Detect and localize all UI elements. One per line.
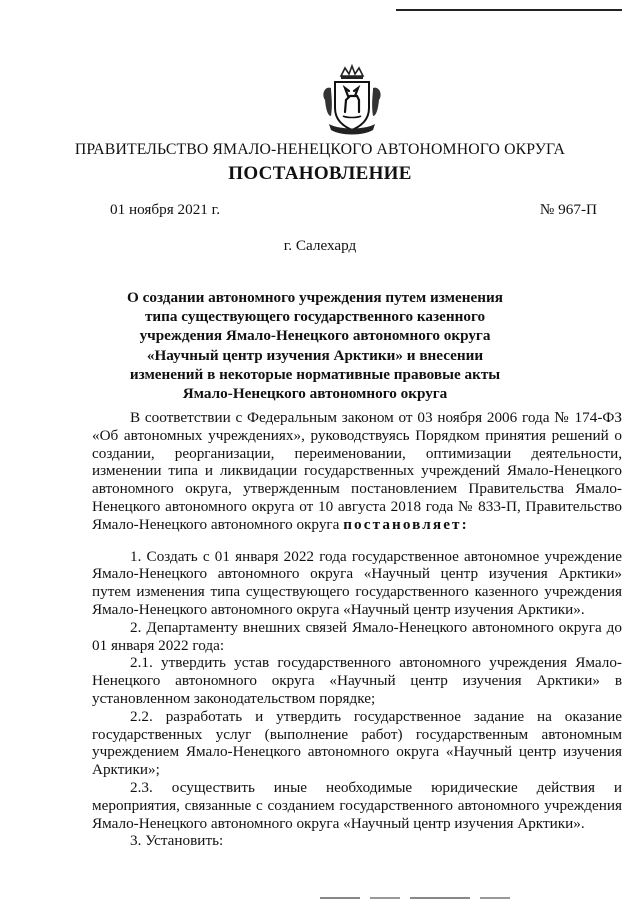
preamble-paragraph xyxy=(92,409,622,534)
document-subject: О создании автономного учреждения путем изменения типа существующего государственного казенного учреждения Ямало-Ненецкого автономного округа «Научный центр изучения Арктики» и внесении изменений в некоторые нормативные правовые акты Ямало-Ненецкого автономного округа xyxy=(127,289,503,403)
list-item: 2.2. разработать и утвердить государственное задание на оказание государственных услуг (выполнение работ) государственным автономным учреждением Ямало-Ненецкого автономного округа «Научный центр изучения Арктики»; xyxy=(92,707,622,779)
document-number: № 967-П xyxy=(539,201,597,218)
coat-of-arms-icon xyxy=(319,64,385,138)
list-item: 3. Установить: xyxy=(130,832,224,850)
list-item: 1. Создать с 01 января 2022 года государственное автономное учреждение Ямало-Ненецкого автономного округа «Научный центр изучения Арктики» путем изменения типа существующего государственного казенного учреждения Ямало-Ненецкого автономного округа «Научный центр изучения Арктики». xyxy=(92,547,622,618)
document-city: г. Салехард xyxy=(283,237,357,254)
scan-artifact-marks xyxy=(320,896,520,900)
top-rule xyxy=(396,9,622,11)
document-body xyxy=(92,409,622,850)
decree-word: постановляет: xyxy=(343,515,469,533)
list-item: 2. Департаменту внешних связей Ямало-Ненецкого автономного округа до 01 января 2022 года: xyxy=(92,618,622,654)
document-header xyxy=(0,141,640,185)
document-date: 01 ноября 2021 г. xyxy=(110,201,220,218)
government-title: ПРАВИТЕЛЬСТВО ЯМАЛО-НЕНЕЦКОГО АВТОНОМНОГО ОКРУГА xyxy=(74,141,566,158)
preamble-text: В соответствии с Федеральным законом от 03 ноября 2006 года № 174-ФЗ «Об автономных учреждениях», руководствуясь Порядком принятия решений о создании, реорганизации, переименовании, оптимизации деятельности, изменении типа и ликвидации государственных учреждений Ямало-Ненецкого автономного округа, утвержденным постановлением Правительства Ямало-Ненецкого автономного округа от 10 августа 2018 года № 833-П, Правительство Ямало-Ненецкого автономного округа xyxy=(92,409,622,533)
list-item: 2.3. осуществить иные необходимые юридические действия и мероприятия, связанные с созданием государственного автономного учреждения Ямало-Ненецкого автономного округа «Научный центр изучения Арктики». xyxy=(92,778,622,832)
list-item: 2.1. утвердить устав государственного автономного учреждения Ямало-Ненецкого автономного округа «Научный центр изучения Арктики» в установленном законодательством порядке; xyxy=(92,654,622,707)
document-type-title: ПОСТАНОВЛЕНИЕ xyxy=(228,163,412,184)
